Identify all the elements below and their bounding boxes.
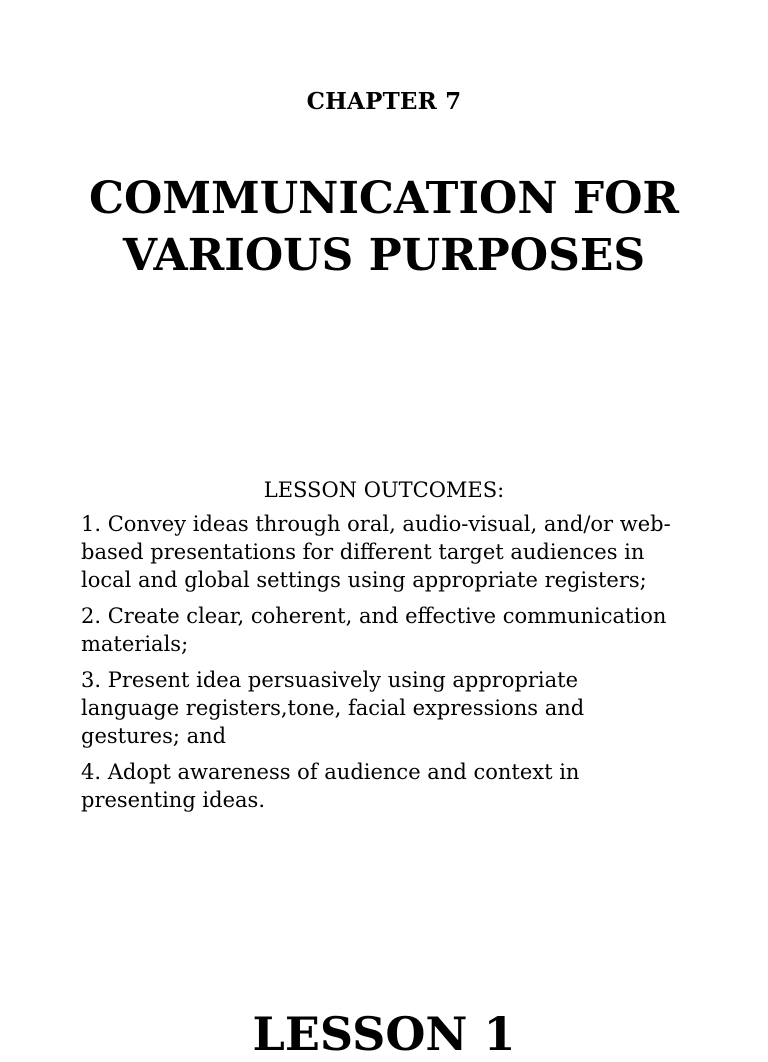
outcome-4-line-1: 4. Adopt awareness of audience and context in [81,760,580,784]
outcome-2-line-2: materials; [81,632,189,656]
outcome-3-line-3: gestures; and [81,724,227,748]
chapter-label: CHAPTER 7 [306,88,462,115]
chapter-title [60,170,708,284]
outcome-1-line-2: based presentations for different target audiences in [81,540,645,564]
outcome-item-4 [81,758,701,814]
lesson-heading: LESSON 1 [252,1007,516,1061]
outcomes-heading: LESSON OUTCOMES: [263,478,505,502]
outcomes-list [81,510,701,822]
outcome-item-2 [81,602,701,658]
outcome-3-line-1: 3. Present idea persuasively using appropriate [81,668,579,692]
outcome-3-line-2: language registers,tone, facial expressions and [81,696,585,720]
outcome-2-line-1: 2. Create clear, coherent, and effective communication [81,604,667,628]
chapter-title-line-2: VARIOUS PURPOSES [122,230,646,281]
outcome-item-3 [81,666,701,750]
outcome-item-1 [81,510,701,594]
outcome-1-line-1: 1. Convey ideas through oral, audio-visual, and/or web- [81,512,671,536]
outcome-1-line-3: local and global settings using appropriate registers; [81,568,647,592]
chapter-title-line-1: COMMUNICATION FOR [88,173,679,224]
outcome-4-line-2: presenting ideas. [81,788,265,812]
